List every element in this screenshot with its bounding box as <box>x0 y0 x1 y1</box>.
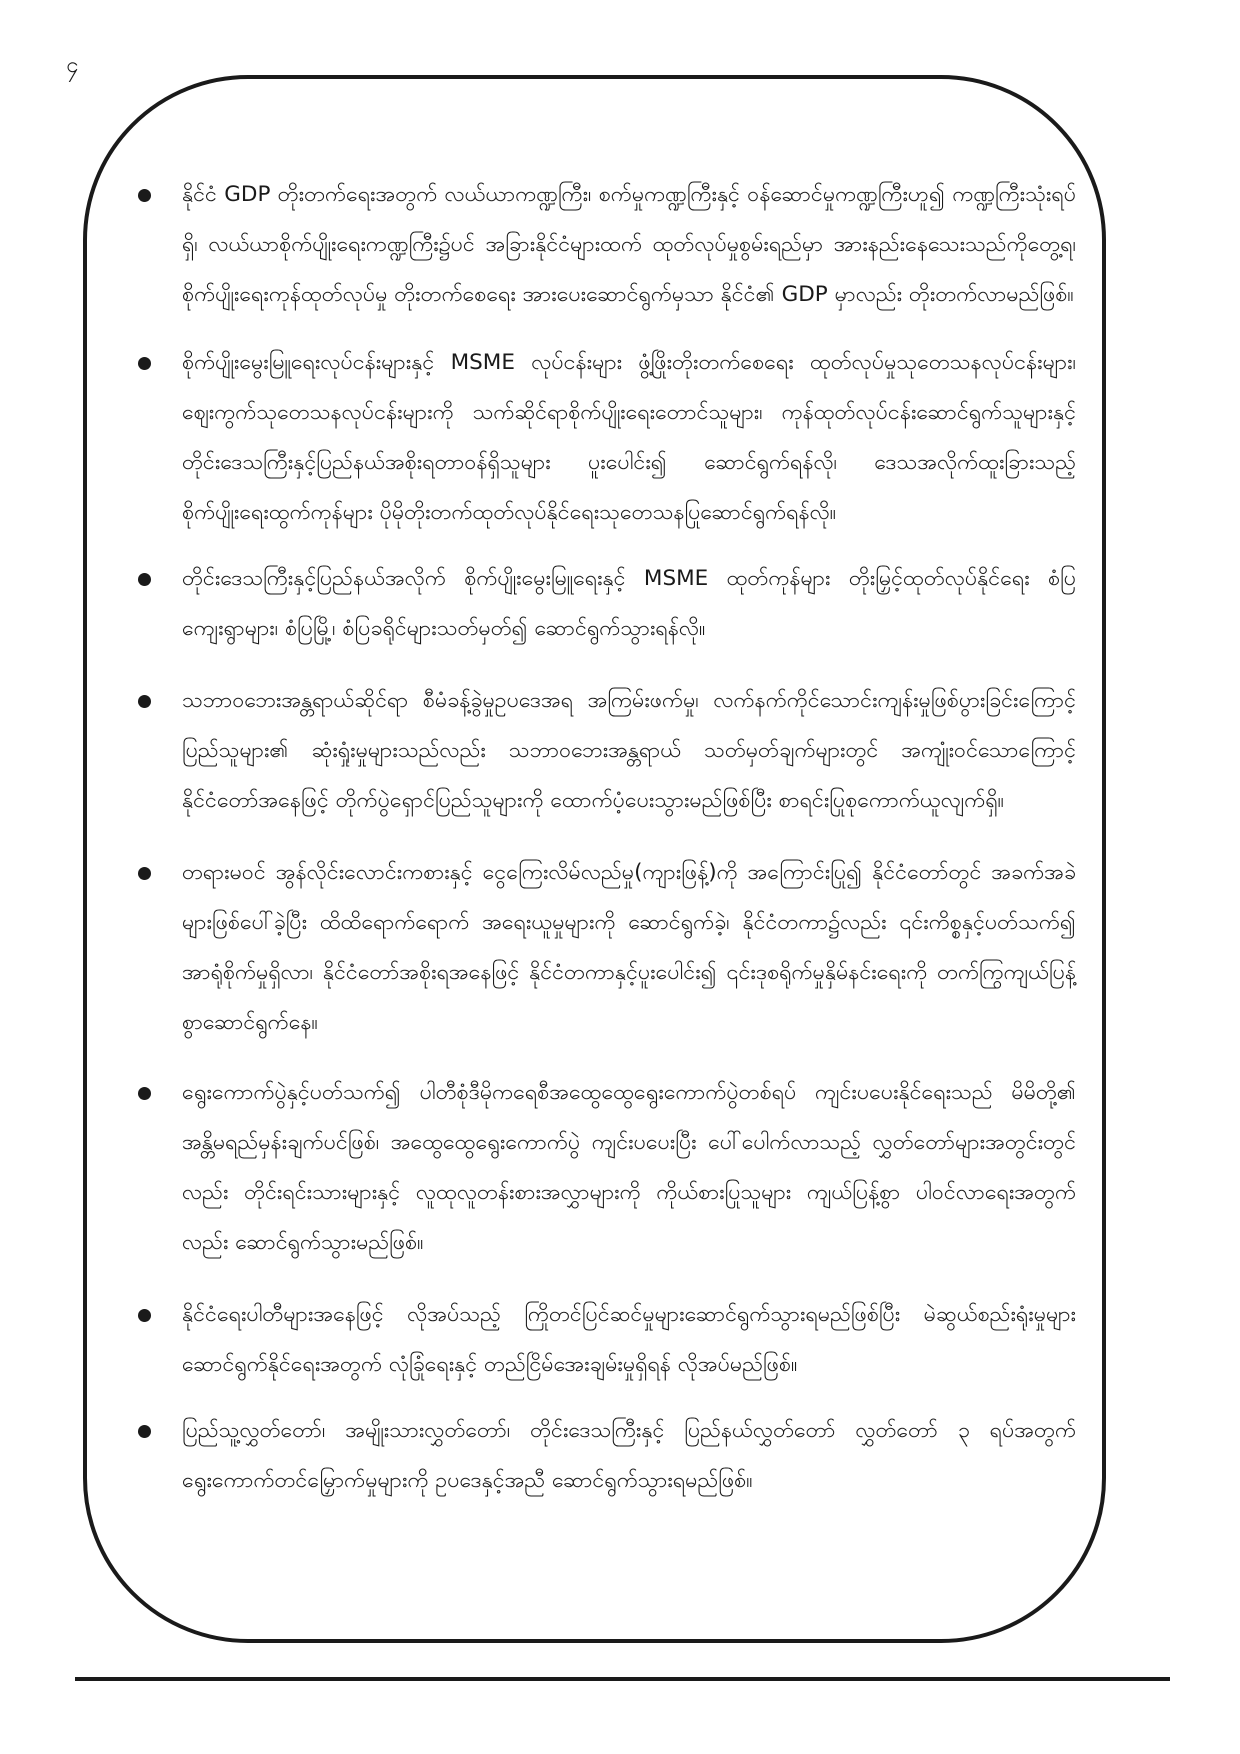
footer-rule <box>75 1677 1170 1681</box>
bullet-item-political-parties: နိုင်ငံရေးပါတီများအနေဖြင့် လိုအပ်သည့် ကြိုတင်ပြင်ဆင်မှုများဆောင်ရွက်သွားရမည်ဖြစ်ပြီး မဲဆွယ်စည်းရုံးမှုများ ဆောင်ရွက်နိုင်ရေးအတွက် လုံခြုံရေးနှင့် တည်ငြိမ်အေးချမ်းမှုရှိရန် လိုအပ်မည်ဖြစ်။ <box>136 1290 1076 1390</box>
bullet-item-online-gambling: တရားမဝင် အွန်လိုင်းလောင်းကစားနှင့် ငွေကြေးလိမ်လည်မှု(ကျားဖြန့်)ကို အကြောင်းပြု၍ နိုင်ငံတော်တွင် အခက်အခဲများဖြစ်ပေါ်ခဲ့ပြီး ထိထိရောက်ရောက် အရေးယူမှုများကို ဆောင်ရွက်ခဲ့၊ နိုင်ငံတကာ၌လည်း ၎င်းကိစ္စနှင့်ပတ်သက်၍ အာရုံစိုက်မှုရှိလာ၊ နိုင်ငံတော်အစိုးရအနေဖြင့် နိုင်ငံတကာနှင့်ပူးပေါင်း၍ ၎င်းဒုစရိုက်မှုနှိမ်နင်းရေးကို တက်ကြွကျယ်ပြန့်စွာဆောင်ရွက်နေ။ <box>136 848 1076 1048</box>
bullet-item-hluttaw: ပြည်သူ့လွှတ်တော်၊ အမျိုးသားလွှတ်တော်၊ တိုင်းဒေသကြီးနှင့် ပြည်နယ်လွှတ်တော် လွှတ်တော် ၃ ရပ်အတွက် ရွေးကောက်တင်မြှောက်မှုများကို ဥပဒေနှင့်အညီ ဆောင်ရွက်သွားရမည်ဖြစ်။ <box>136 1406 1076 1506</box>
bullet-item-research: စိုက်ပျိုးမွေးမြူရေးလုပ်ငန်းများနှင့် MSME လုပ်ငန်းများ ဖွံ့ဖြိုးတိုးတက်စေရေး ထုတ်လုပ်မှုသုတေသနလုပ်ငန်းများ၊ ဈေးကွက်သုတေသနလုပ်ငန်းများကို သက်ဆိုင်ရာစိုက်ပျိုးရေးတောင်သူများ၊ ကုန်ထုတ်လုပ်ငန်းဆောင်ရွက်သူများနှင့် တိုင်းဒေသကြီးနှင့်ပြည်နယ်အစိုးရတာဝန်ရှိသူများ ပူးပေါင်း၍ ဆောင်ရွက်ရန်လို၊ ဒေသအလိုက်ထူးခြားသည့် စိုက်ပျိုးရေးထွက်ကုန်များ ပိုမိုတိုးတက်ထုတ်လုပ်နိုင်ရေးသုတေသနပြုဆောင်ရွက်ရန်လို။ <box>136 338 1076 538</box>
bullet-list <box>136 170 1076 1506</box>
bullet-item-election: ရွေးကောက်ပွဲနှင့်ပတ်သက်၍ ပါတီစုံဒီမိုကရေစီအထွေထွေရွေးကောက်ပွဲတစ်ရပ် ကျင်းပပေးနိုင်ရေးသည် မိမိတို့၏ အန္တိမရည်မှန်းချက်ပင်ဖြစ်၊ အထွေထွေရွေးကောက်ပွဲ ကျင်းပပေးပြီး ပေါ်ပေါက်လာသည့် လွှတ်တော်များအတွင်းတွင်လည်း တိုင်းရင်းသားများနှင့် လူထုလူတန်းစားအလွှာများကို ကိုယ်စားပြုသူများ ကျယ်ပြန့်စွာ ပါဝင်လာရေးအတွက်လည်း ဆောင်ရွက်သွားမည်ဖြစ်။ <box>136 1068 1076 1268</box>
bullet-item-gdp: နိုင်ငံ GDP တိုးတက်ရေးအတွက် လယ်ယာကဏ္ဍကြီး၊ စက်မှုကဏ္ဍကြီးနှင့် ဝန်ဆောင်မှုကဏ္ဍကြီးဟူ၍ ကဏ္ဍကြီးသုံးရပ်ရှိ၊ လယ်ယာစိုက်ပျိုးရေးကဏ္ဍကြီး၌ပင် အခြားနိုင်ငံများထက် ထုတ်လုပ်မှုစွမ်းရည်မှာ အားနည်းနေသေးသည်ကိုတွေ့ရ၊ စိုက်ပျိုးရေးကုန်ထုတ်လုပ်မှု တိုးတက်စေရေး အားပေးဆောင်ရွက်မှသာ နိုင်ငံ၏ GDP မှာလည်း တိုးတက်လာမည်ဖြစ်။ <box>136 170 1076 320</box>
bullet-item-model-villages: တိုင်းဒေသကြီးနှင့်ပြည်နယ်အလိုက် စိုက်ပျိုးမွေးမြူရေးနှင့် MSME ထုတ်ကုန်များ တိုးမြှင့်ထုတ်လုပ်နိုင်ရေး စံပြကျေးရွာများ၊ စံပြမြို့၊ စံပြခရိုင်များသတ်မှတ်၍ ဆောင်ရွက်သွားရန်လို။ <box>136 554 1076 654</box>
page-number: ၄ <box>66 53 79 78</box>
bullet-item-disaster-relief: သဘာဝဘေးအန္တရာယ်ဆိုင်ရာ စီမံခန့်ခွဲမှုဥပဒေအရ အကြမ်းဖက်မှု၊ လက်နက်ကိုင်သောင်းကျန်းမှုဖြစ်ပွားခြင်းကြောင့် ပြည်သူများ၏ ဆုံးရှုံးမှုများသည်လည်း သဘာဝဘေးအန္တရာယ် သတ်မှတ်ချက်များတွင် အကျုံးဝင်သောကြောင့် နိုင်ငံတော်အနေဖြင့် တိုက်ပွဲရှောင်ပြည်သူများကို ထောက်ပံ့ပေးသွားမည်ဖြစ်ပြီး စာရင်းပြုစုကောက်ယူလျက်ရှိ။ <box>136 676 1076 826</box>
